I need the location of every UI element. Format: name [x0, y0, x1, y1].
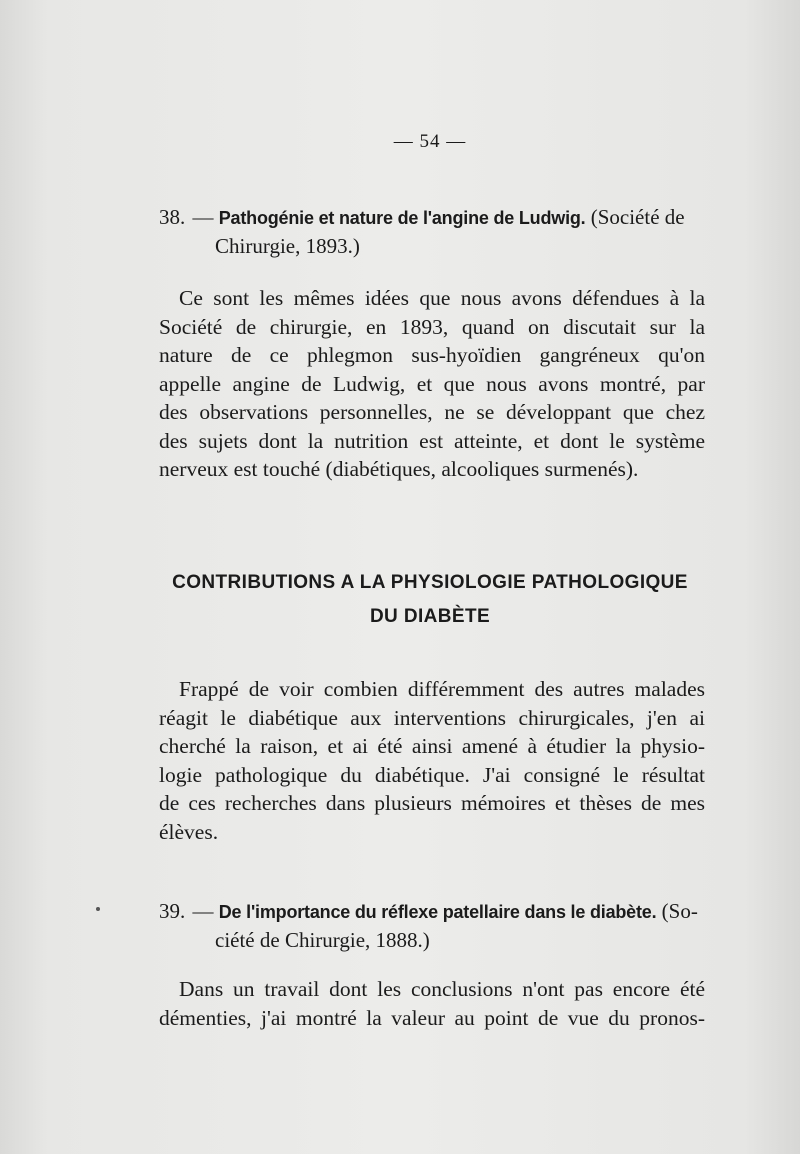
- entry-38-dash: —: [192, 205, 214, 229]
- entry-39-dash: —: [192, 899, 214, 923]
- paragraph-line: Dans un travail dont les conclusions n'ont pas encore été: [179, 977, 705, 1001]
- entry-39-number: 39.: [159, 899, 186, 923]
- entry-39-source-part2: ciété de Chirurgie, 1888.): [215, 928, 430, 952]
- entry-38-source-part2: Chirurgie, 1893.): [215, 234, 360, 258]
- entry-39-title: De l'importance du réflexe patellaire dans le diabète.: [218, 902, 657, 922]
- paragraph-diabete-intro: [159, 675, 705, 846]
- paragraph-line: nerveux est touché (diabétiques, alcooliques surmenés).: [159, 457, 639, 481]
- paragraph-line: logie pathologique du diabétique. J'ai consigné le résultat: [159, 762, 705, 787]
- entry-39-source-part1: (So-: [661, 899, 698, 923]
- entry-38-source-part1: (Société de: [590, 205, 685, 229]
- paragraph-reflexe: [159, 975, 705, 1032]
- paragraph-ludwig: [159, 284, 705, 484]
- section-title-line1: CONTRIBUTIONS A LA PHYSIOLOGIE PATHOLOGIQUE: [172, 572, 688, 593]
- paragraph-line: Ce sont les mêmes idées que nous avons défendues à la: [179, 286, 705, 310]
- paragraph-line: nature de ce phlegmon sus-hyoïdien gangréneux qu'on: [159, 343, 705, 367]
- paragraph-line: Frappé de voir combien différemment des autres malades: [179, 677, 705, 701]
- paragraph-line: des observations personnelles, ne se développant que chez: [159, 400, 705, 424]
- paragraph-line: des sujets dont la nutrition est atteinte, et dont le système: [159, 428, 705, 453]
- paragraph-line: Société de chirurgie, en 1893, quand on discutait sur la: [159, 314, 705, 339]
- entry-38-heading: [159, 203, 719, 260]
- paragraph-line: appelle angine de Ludwig, et que nous avons montré, par: [159, 371, 705, 396]
- section-title-line2: DU DIABÈTE: [369, 606, 491, 627]
- paragraph-line: réagit le diabétique aux interventions chirurgicales, j'en ai: [159, 705, 705, 730]
- paragraph-line: de ces recherches dans plusieurs mémoires et thèses de mes: [159, 791, 705, 815]
- entry-39-heading: [159, 897, 719, 954]
- page-number: — 54 —: [393, 131, 467, 152]
- entry-38-number: 38.: [159, 205, 186, 229]
- paragraph-line: démenties, j'ai montré la valeur au point de vue du pronos-: [159, 1005, 705, 1030]
- page-speck: [96, 907, 100, 911]
- paragraph-line: cherché la raison, et ai été ainsi amené à étudier la physio-: [159, 734, 705, 758]
- section-title: [0, 566, 800, 634]
- entry-38-title: Pathogénie et nature de l'angine de Ludwig.: [218, 208, 586, 228]
- paragraph-line: élèves.: [159, 819, 219, 844]
